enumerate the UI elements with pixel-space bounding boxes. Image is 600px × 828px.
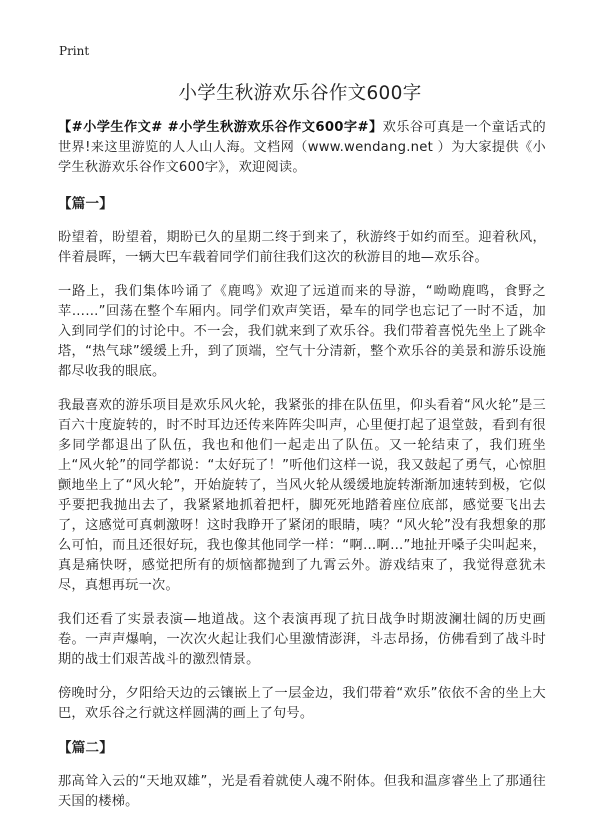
intro-tags: 【#小学生作文# #小学生秋游欢乐谷作文600字#】 <box>58 120 383 135</box>
intro-paragraph <box>58 118 546 178</box>
print-link[interactable]: Print <box>59 44 90 58</box>
intro-text: 欢乐谷可真是一个童话式的世界!来这里游览的人人山人海。文档网（www.wendang.net ）为大家提供《小学生秋游欢乐谷作文600字》，欢迎阅读。 <box>58 120 546 175</box>
paragraph: 那高耸入云的“天地双雄”，光是看着就使人魂不附体。但我和温彦睿坐上了那通往天国的楼梯。 <box>58 774 546 809</box>
paragraph: 我们还看了实景表演—地道战。这个表演再现了抗日战争时期波澜壮阔的历史画卷。一声声爆响，一次次火起让我们心里激情澎湃，斗志昂扬，仿佛看到了战斗时期的战士们艰苦战斗的激烈情景。 <box>58 612 546 667</box>
article-title: 小学生秋游欢乐谷作文600字 <box>178 83 422 104</box>
paragraph: 一路上，我们集体吟诵了《鹿鸣》欢迎了远道而来的导游，“呦呦鹿鸣，食野之苹……”回荡在整个车厢内。同学们欢声笑语，晕车的同学也忘记了一时不适，加入到同学们的讨论中。不一会，我们就来到了欢乐谷。我们带着喜悦先坐上了跳伞塔，“热气球”缓缓上升，到了顶端，空气十分清新，整个欢乐谷的美景和游乐设施都尽收我的眼底。 <box>58 284 546 379</box>
paragraph: 盼望着，盼望着，期盼已久的星期二终于到来了，秋游终于如约而至。迎着秋风，伴着晨晖，一辆大巴车载着同学们前往我们这次的秋游目的地—欢乐谷。 <box>58 230 546 265</box>
section-heading-2: 【篇二】 <box>58 740 113 756</box>
article-body <box>58 118 546 826</box>
paragraph: 我最喜欢的游乐项目是欢乐风火轮，我紧张的排在队伍里，仰头看着“风火轮”是三百六十度旋转的，时不时耳边还传来阵阵尖叫声，心里便打起了退堂鼓，看到有很多同学都退出了队伍，我也和他们一起走出了队伍。又一轮结束了，我们班坐上“风火轮”的同学都说：“太好玩了！”听他们这样一说，我又鼓起了勇气，心惊胆颤地坐上了“风火轮”，开始旋转了，当风火轮从缓缓地旋转渐渐加速转到极，它似乎要把我抛出去了，我紧紧地抓着把杆，脚死死地踏着座位底部，感觉要飞出去了，这感觉可真刺激呀！这时我睁开了紧闭的眼睛，咦？“风火轮”没有我想象的那么可怕，而且还很好玩，我也像其他同学一样：“啊…啊…”地扯开嗓子尖叫起来，真是痛快呀，感觉把所有的烦恼都抛到了九霄云外。游戏结束了，我觉得意犹未尽，真想再玩一次。 <box>58 398 546 593</box>
paragraph: 傍晚时分，夕阳给天边的云镶嵌上了一层金边，我们带着“欢乐”依依不舍的坐上大巴，欢乐谷之行就这样圆满的画上了句号。 <box>58 686 546 721</box>
section-heading-1: 【篇一】 <box>58 196 113 212</box>
